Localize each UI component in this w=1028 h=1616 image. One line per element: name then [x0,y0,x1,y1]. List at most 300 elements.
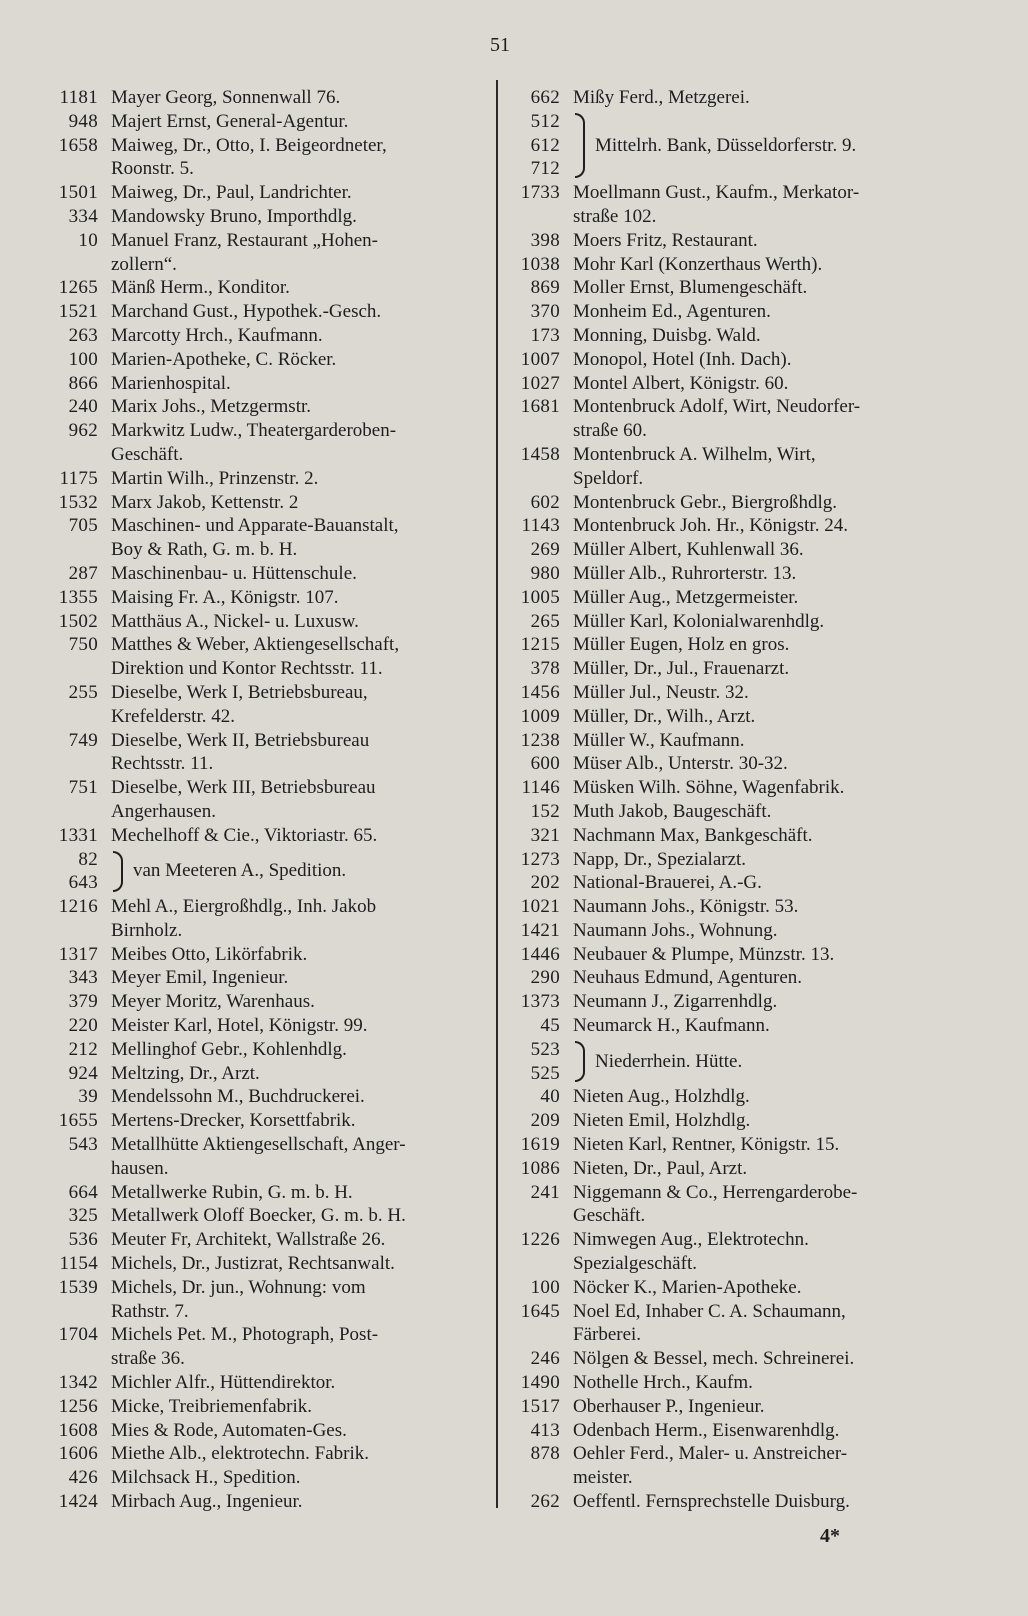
entry-line: Mittelrh. Bank, Düsseldorferstr. 9. [595,134,857,156]
entry-line: Mohr Karl (Konzerthaus Werth). [573,253,823,275]
phone-number: 263 [68,324,98,346]
entry-text [111,1490,490,1514]
directory-entry [500,562,1000,586]
phone-number: 1181 [59,87,98,108]
entry-line: Montenbruck Gebr., Biergroßhdlg. [573,491,838,513]
entry-text [573,824,1000,848]
directory-entry [500,871,1000,895]
directory-entry [500,1347,1000,1371]
entry-line: Müller Karl, Kolonialwarenhdlg. [573,610,825,632]
phone-number: 1238 [520,729,560,751]
directory-entry [500,1109,1000,1133]
directory-entry [500,181,1000,229]
phone-number: 1226 [520,1229,560,1251]
entry-text [111,514,490,562]
entry-line: Monning, Duisbg. Wald. [573,324,761,346]
directory-entry [20,276,490,300]
directory-entry [20,1062,490,1086]
directory-entry [500,276,1000,300]
entry-text [573,443,1000,491]
entry-text [573,776,1000,800]
entry-line: Oberhauser P., Ingenieur. [573,1395,765,1417]
phone-number: 269 [530,539,560,561]
entry-line: Müller Albert, Kuhlenwall 36. [573,539,804,561]
entry-text [111,1204,490,1228]
phone-number: 612 [530,134,560,156]
entry-text [573,800,1000,824]
phone-number: 749 [68,729,98,751]
phone-number: 866 [68,372,98,394]
entry-line: Neuhaus Edmund, Agenturen. [573,967,803,989]
entry-line: Michler Alfr., Hüttendirektor. [111,1372,336,1394]
entry-line: Michels, Dr. jun., Wohnung: vom [111,1276,366,1298]
directory-entry [20,562,490,586]
phone-number: 1215 [520,634,560,656]
phone-number: 1517 [520,1395,560,1417]
entry-line: Meister Karl, Hotel, Königstr. 99. [111,1015,368,1037]
entry-text [111,1395,490,1419]
right-column [500,86,1000,1514]
phone-number: 1502 [58,610,98,632]
directory-entry [20,324,490,348]
directory-entry [20,586,490,610]
phone-number: 525 [530,1062,560,1084]
entry-line: Maiweg, Dr., Otto, I. Beigeordneter, [111,134,387,156]
directory-entry [500,1133,1000,1157]
directory-entry [500,443,1000,491]
entry-line: Moellmann Gust., Kaufm., Merkator- [573,182,860,204]
entry-text [111,205,490,229]
entry-text [111,300,490,324]
entry-text [111,1085,490,1109]
entry-line: Mandowsky Bruno, Importhdlg. [111,205,357,227]
entry-line: Rathstr. 7. [111,1300,189,1322]
entry-text [573,372,1000,396]
entry-line: Nieten Karl, Rentner, Königstr. 15. [573,1134,840,1156]
phone-number: 1256 [58,1395,98,1417]
phone-number: 1009 [520,705,560,727]
entry-line: Müsken Wilh. Söhne, Wagenfabrik. [573,777,845,799]
entry-line: Boy & Rath, G. m. b. H. [111,539,298,561]
phone-number: 1655 [58,1110,98,1132]
phone-number: 543 [68,1134,98,1156]
entry-line: Nölgen & Bessel, mech. Schreinerei. [573,1348,855,1370]
entry-text [573,919,1000,943]
column-divider [496,80,498,1508]
entry-line: Miethe Alb., elektrotechn. Fabrik. [111,1443,370,1465]
entry-text [573,1347,1000,1371]
entry-text [111,1466,490,1490]
entry-line: Matthäus A., Nickel- u. Luxusw. [111,610,359,632]
entry-text [573,395,1000,443]
phone-number: 262 [530,1491,560,1513]
phone-number: 1606 [58,1443,98,1465]
entry-text [111,1014,490,1038]
entry-text [573,943,1000,967]
entry-text [573,181,1000,229]
entry-text [111,562,490,586]
directory-entry [20,1085,490,1109]
phone-number: 602 [530,491,560,513]
directory-entry [500,324,1000,348]
directory-entry [20,1228,490,1252]
phone-number: 705 [68,515,98,537]
directory-entry [500,253,1000,277]
phone-number: 1005 [520,586,560,608]
entry-text [573,871,1000,895]
entry-text [573,1276,1000,1300]
phone-number: 1143 [521,515,560,537]
entry-text [111,419,490,467]
entry-line: Odenbach Herm., Eisenwarenhdlg. [573,1419,840,1441]
entry-text [111,943,490,967]
phone-number: 1373 [520,991,560,1013]
directory-entry [500,633,1000,657]
entry-text [111,990,490,1014]
directory-entry [20,966,490,990]
phone-number: 1027 [520,372,560,394]
entry-line: Nothelle Hrch., Kaufm. [573,1372,753,1394]
entry-line: Metallhütte Aktiengesellschaft, Anger- [111,1134,406,1156]
phone-numbers [500,110,573,181]
entry-line: Direktion und Kontor Rechtsstr. 11. [111,658,383,680]
phone-number: 220 [68,1015,98,1037]
entry-text [111,681,490,729]
phone-number: 1342 [58,1372,98,1394]
phone-number: 343 [68,967,98,989]
phone-number: 1446 [520,943,560,965]
directory-entry [20,729,490,777]
entry-line: Dieselbe, Werk III, Betriebsbureau [111,777,376,799]
directory-entry [500,943,1000,967]
entry-text [573,1300,1000,1348]
phone-number: 413 [530,1419,560,1441]
directory-entry [20,1181,490,1205]
entry-line: Michels Pet. M., Photograph, Post- [111,1324,379,1346]
directory-entry [20,134,490,182]
directory-entry [20,1133,490,1181]
entry-line: Nimwegen Aug., Elektrotechn. [573,1229,809,1251]
phone-number: 379 [68,991,98,1013]
entry-line: Majert Ernst, General-Agentur. [111,110,349,132]
entry-text [111,586,490,610]
entry-line: Müller W., Kaufmann. [573,729,745,751]
entry-text [573,1133,1000,1157]
directory-entry [20,86,490,110]
phone-number: 1645 [520,1300,560,1322]
directory-entry [20,1466,490,1490]
phone-number: 664 [68,1181,98,1203]
directory-entry [500,395,1000,443]
entry-line: Meltzing, Dr., Arzt. [111,1062,260,1084]
directory-entry [500,824,1000,848]
directory-entry [500,491,1000,515]
entry-line: Neumann J., Zigarrenhdlg. [573,991,778,1013]
phone-number: 45 [540,1015,560,1037]
directory-entry [20,776,490,824]
entry-text [573,586,1000,610]
phone-number: 82 [78,848,98,870]
entry-line: Napp, Dr., Spezialarzt. [573,848,747,870]
entry-line: Meuter Fr, Architekt, Wallstraße 26. [111,1229,386,1251]
directory-entry [500,1442,1000,1490]
entry-text [133,859,490,883]
bracket-brace [575,1041,585,1083]
bracket-brace [113,851,123,893]
entry-text [111,324,490,348]
entry-line: Müller, Dr., Wilh., Arzt. [573,705,756,727]
entry-text [111,966,490,990]
directory-entry [500,1395,1000,1419]
entry-line: Müller Alb., Ruhrorterstr. 13. [573,562,797,584]
entry-line: Neubauer & Plumpe, Münzstr. 13. [573,943,835,965]
directory-entry [20,1419,490,1443]
entry-text [111,1228,490,1252]
entry-line: Meyer Emil, Ingenieur. [111,967,289,989]
entry-text [573,324,1000,348]
entry-text [111,395,490,419]
directory-entry [20,205,490,229]
phone-number: 1458 [520,443,560,465]
phone-number: 100 [68,348,98,370]
phone-number: 1424 [58,1491,98,1513]
entry-text [111,110,490,134]
phone-number: 750 [68,634,98,656]
directory-entry [500,372,1000,396]
phone-number: 1317 [58,943,98,965]
entry-text [111,134,490,182]
directory-entry [500,1181,1000,1229]
left-column [20,86,490,1514]
entry-line: Maschinenbau- u. Hüttenschule. [111,562,357,584]
entry-line: Naumann Johs., Königstr. 53. [573,896,799,918]
entry-line: Geschäft. [573,1205,646,1227]
directory-entry [20,824,490,848]
phone-number: 1539 [58,1276,98,1298]
entry-text [111,1252,490,1276]
entry-line: National-Brauerei, A.-G. [573,872,762,894]
entry-text [573,229,1000,253]
entry-line: Montenbruck Joh. Hr., Königstr. 24. [573,515,848,537]
directory-entry [20,514,490,562]
entry-text [573,657,1000,681]
directory-entry [20,1442,490,1466]
entry-text [573,633,1000,657]
entry-line: straße 60. [573,420,647,442]
directory-entry [500,990,1000,1014]
entry-text [111,467,490,491]
entry-text [573,610,1000,634]
entry-text [111,229,490,277]
entry-line: Müller, Dr., Jul., Frauenarzt. [573,658,790,680]
directory-entry [20,1490,490,1514]
signature-mark: 4* [820,1525,840,1547]
directory-entry [500,86,1000,110]
phone-number: 173 [530,324,560,346]
entry-line: Michels, Dr., Justizrat, Rechtsanwalt. [111,1253,395,1275]
directory-entry [500,895,1000,919]
phone-number: 1331 [58,824,98,846]
phone-number: 1273 [520,848,560,870]
entry-text [573,1181,1000,1229]
directory-entry [500,919,1000,943]
entry-line: Meyer Moritz, Warenhaus. [111,991,315,1013]
phone-number: 10 [78,229,98,251]
directory-entry [20,990,490,1014]
entry-text [111,276,490,300]
directory-entry [20,1109,490,1133]
phone-number: 1501 [58,182,98,204]
entry-line: Montel Albert, Königstr. 60. [573,372,789,394]
entry-line: Müser Alb., Unterstr. 30-32. [573,753,788,775]
entry-line: Marienhospital. [111,372,231,394]
entry-line: Mendelssohn M., Buchdruckerei. [111,1086,365,1108]
directory-entry [500,1490,1000,1514]
phone-number: 980 [530,562,560,584]
entry-text [111,1371,490,1395]
entry-line: Metallwerke Rubin, G. m. b. H. [111,1181,353,1203]
entry-line: Maiweg, Dr., Paul, Landrichter. [111,182,352,204]
entry-text [573,752,1000,776]
directory-entry [500,1085,1000,1109]
phone-number: 751 [68,777,98,799]
entry-text [573,276,1000,300]
entry-line: Moller Ernst, Blumengeschäft. [573,277,808,299]
directory-entry [500,538,1000,562]
phone-number: 643 [68,872,98,894]
directory-entry [20,1323,490,1371]
entry-text [573,681,1000,705]
directory-entry [20,1395,490,1419]
entry-line: Mehl A., Eiergroßhdlg., Inh. Jakob [111,896,377,918]
entry-text [111,1109,490,1133]
directory-entry [20,491,490,515]
entry-text [573,86,1000,110]
entry-text [595,1050,1000,1074]
entry-text [573,491,1000,515]
entry-text [573,1228,1000,1276]
entry-text [111,1181,490,1205]
entry-line: Müller Eugen, Holz en gros. [573,634,790,656]
directory-entry [20,943,490,967]
entry-line: Milchsack H., Spedition. [111,1467,301,1489]
phone-number: 1007 [520,348,560,370]
directory-entry [20,1276,490,1324]
phone-number: 39 [78,1086,98,1108]
entry-text [573,253,1000,277]
entry-line: Manuel Franz, Restaurant „Hohen- [111,229,378,251]
entry-line: Färberei. [573,1324,642,1346]
entry-text [573,729,1000,753]
entry-line: zollern“. [111,253,177,275]
entry-line: Neumarck H., Kaufmann. [573,1015,770,1037]
entry-text [111,491,490,515]
directory-entry [500,1014,1000,1038]
entry-text [111,1276,490,1324]
directory-entry [500,752,1000,776]
directory-entry [500,1038,1000,1086]
directory-entry [500,705,1000,729]
entry-line: Niggemann & Co., Herrengarderobe- [573,1181,858,1203]
entry-line: Muth Jakob, Baugeschäft. [573,800,772,822]
phone-number: 287 [68,562,98,584]
phone-number: 1154 [59,1253,98,1275]
phone-numbers [500,1038,573,1086]
phone-number: 265 [530,610,560,632]
phone-number: 1038 [520,253,560,275]
phone-number: 662 [530,87,560,108]
phone-number: 869 [530,277,560,299]
phone-number: 321 [530,824,560,846]
directory-entry [20,633,490,681]
directory-entry [500,966,1000,990]
directory-entry [500,776,1000,800]
entry-line: Markwitz Ludw., Theatergarderoben- [111,420,397,442]
directory-entry [20,395,490,419]
entry-line: Müller Jul., Neustr. 32. [573,681,749,703]
phone-number: 1532 [58,491,98,513]
entry-line: Mirbach Aug., Ingenieur. [111,1491,303,1513]
phone-number: 512 [530,110,560,132]
entry-line: Mellinghof Gebr., Kohlenhdlg. [111,1038,347,1060]
bracket-brace [575,113,585,178]
entry-line: Marx Jakob, Kettenstr. 2 [111,491,299,513]
entry-text [111,1419,490,1443]
entry-line: Metallwerk Oloff Boecker, G. m. b. H. [111,1205,406,1227]
entry-line: Mies & Rode, Automaten-Ges. [111,1419,347,1441]
entry-text [573,514,1000,538]
phone-number: 100 [530,1276,560,1298]
phone-number: 1608 [58,1419,98,1441]
entry-line: Nieten, Dr., Paul, Arzt. [573,1157,748,1179]
directory-entry [20,1371,490,1395]
entry-line: Mänß Herm., Konditor. [111,277,290,299]
directory-entry [20,229,490,277]
phone-number: 241 [530,1181,560,1203]
entry-text [111,776,490,824]
entry-text [573,966,1000,990]
phone-number: 878 [530,1443,560,1465]
entry-text [573,562,1000,586]
phone-number: 202 [530,872,560,894]
entry-line: Marix Johs., Metzgermstr. [111,396,312,418]
phone-number: 1681 [520,396,560,418]
entry-line: Roonstr. 5. [111,158,194,180]
directory-entry [20,610,490,634]
entry-line: Spezialgeschäft. [573,1253,697,1275]
entry-line: Maschinen- und Apparate-Bauanstalt, [111,515,399,537]
phone-number: 378 [530,658,560,680]
entry-line: Maising Fr. A., Königstr. 107. [111,586,339,608]
phone-number: 1175 [59,467,98,489]
directory-entry [500,1371,1000,1395]
entry-text [111,895,490,943]
entry-text [595,134,1000,158]
phone-number: 948 [68,110,98,132]
phone-number: 962 [68,420,98,442]
entry-text [111,86,490,110]
entry-text [573,348,1000,372]
entry-text [111,1038,490,1062]
entry-line: Nieten Aug., Holzhdlg. [573,1086,750,1108]
phone-number: 325 [68,1205,98,1227]
entry-text [573,1014,1000,1038]
phone-number: 1086 [520,1157,560,1179]
entry-line: Krefelderstr. 42. [111,705,235,727]
directory-entry [500,1157,1000,1181]
entry-line: Nachmann Max, Bankgeschäft. [573,824,813,846]
phone-number: 1733 [520,182,560,204]
